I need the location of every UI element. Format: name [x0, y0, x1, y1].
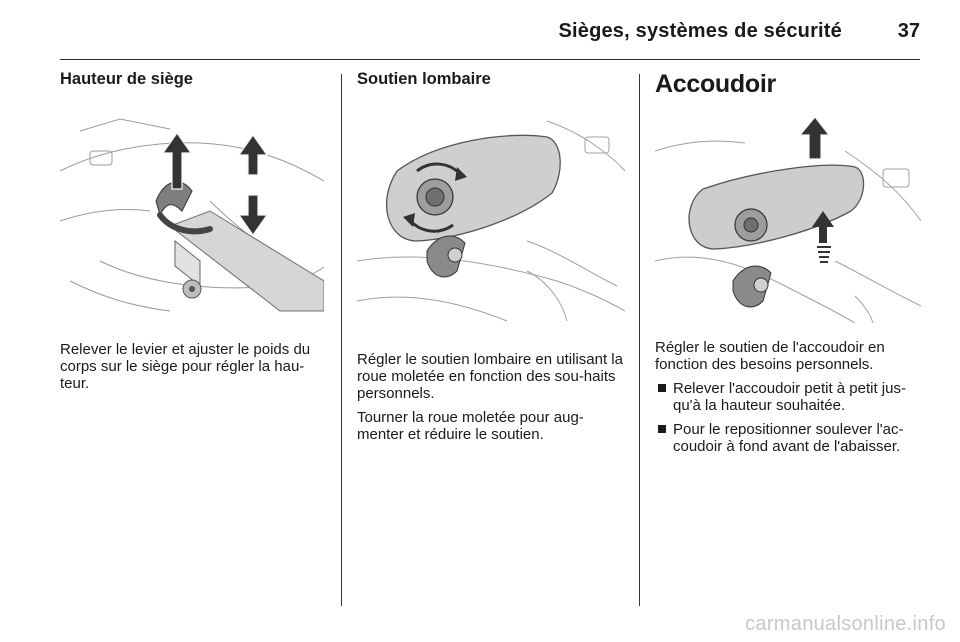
armrest-instruction: Régler le soutien de l'accoudoir en fonction des besoins personnels. [655, 339, 885, 373]
header-rule [60, 59, 920, 61]
lumbar-instruction: Régler le soutien lombaire en utilisant la roue moletée en fonction des sou-haits personnels. [357, 351, 623, 402]
armrest-figure-svg [655, 111, 921, 323]
section-seat-height [60, 70, 324, 399]
section-lumbar [357, 70, 625, 450]
seat-height-lever-illustration [60, 111, 324, 321]
page-header [60, 14, 920, 60]
section-heading: Accoudoir [655, 70, 776, 98]
section-heading: Hauteur de siège [60, 70, 193, 88]
column-divider [341, 74, 342, 606]
armrest-steps [655, 380, 921, 455]
bullet-square-icon [658, 425, 666, 433]
list-item-text: Pour le repositionner soulever l'ac-coudoir à fond avant de l'abaisser. [673, 421, 904, 455]
lumbar-knob-illustration [357, 111, 625, 329]
column-divider [639, 74, 640, 606]
lumbar-instruction-2: Tourner la roue moletée pour aug-menter et réduire le soutien. [357, 409, 584, 443]
seat-height-instruction: Relever le levier et ajuster le poids du corps sur le siège pour régler la hau-teur. [60, 341, 311, 392]
page-title: Sièges, systèmes de sécurité [558, 20, 842, 42]
lumbar-figure-svg [357, 111, 625, 329]
section-heading: Soutien lombaire [357, 70, 491, 88]
bullet-square-icon [658, 384, 666, 392]
list-item [655, 421, 921, 455]
watermark: carmanualsonline.info [745, 613, 946, 635]
page-number: 37 [897, 20, 920, 42]
list-item-text: Relever l'accoudoir petit à petit jus-qu'à la hauteur souhaitée. [673, 380, 906, 414]
armrest-illustration [655, 111, 921, 323]
section-armrest [655, 70, 921, 462]
seat-height-figure-svg [60, 111, 324, 321]
list-item [655, 380, 921, 414]
